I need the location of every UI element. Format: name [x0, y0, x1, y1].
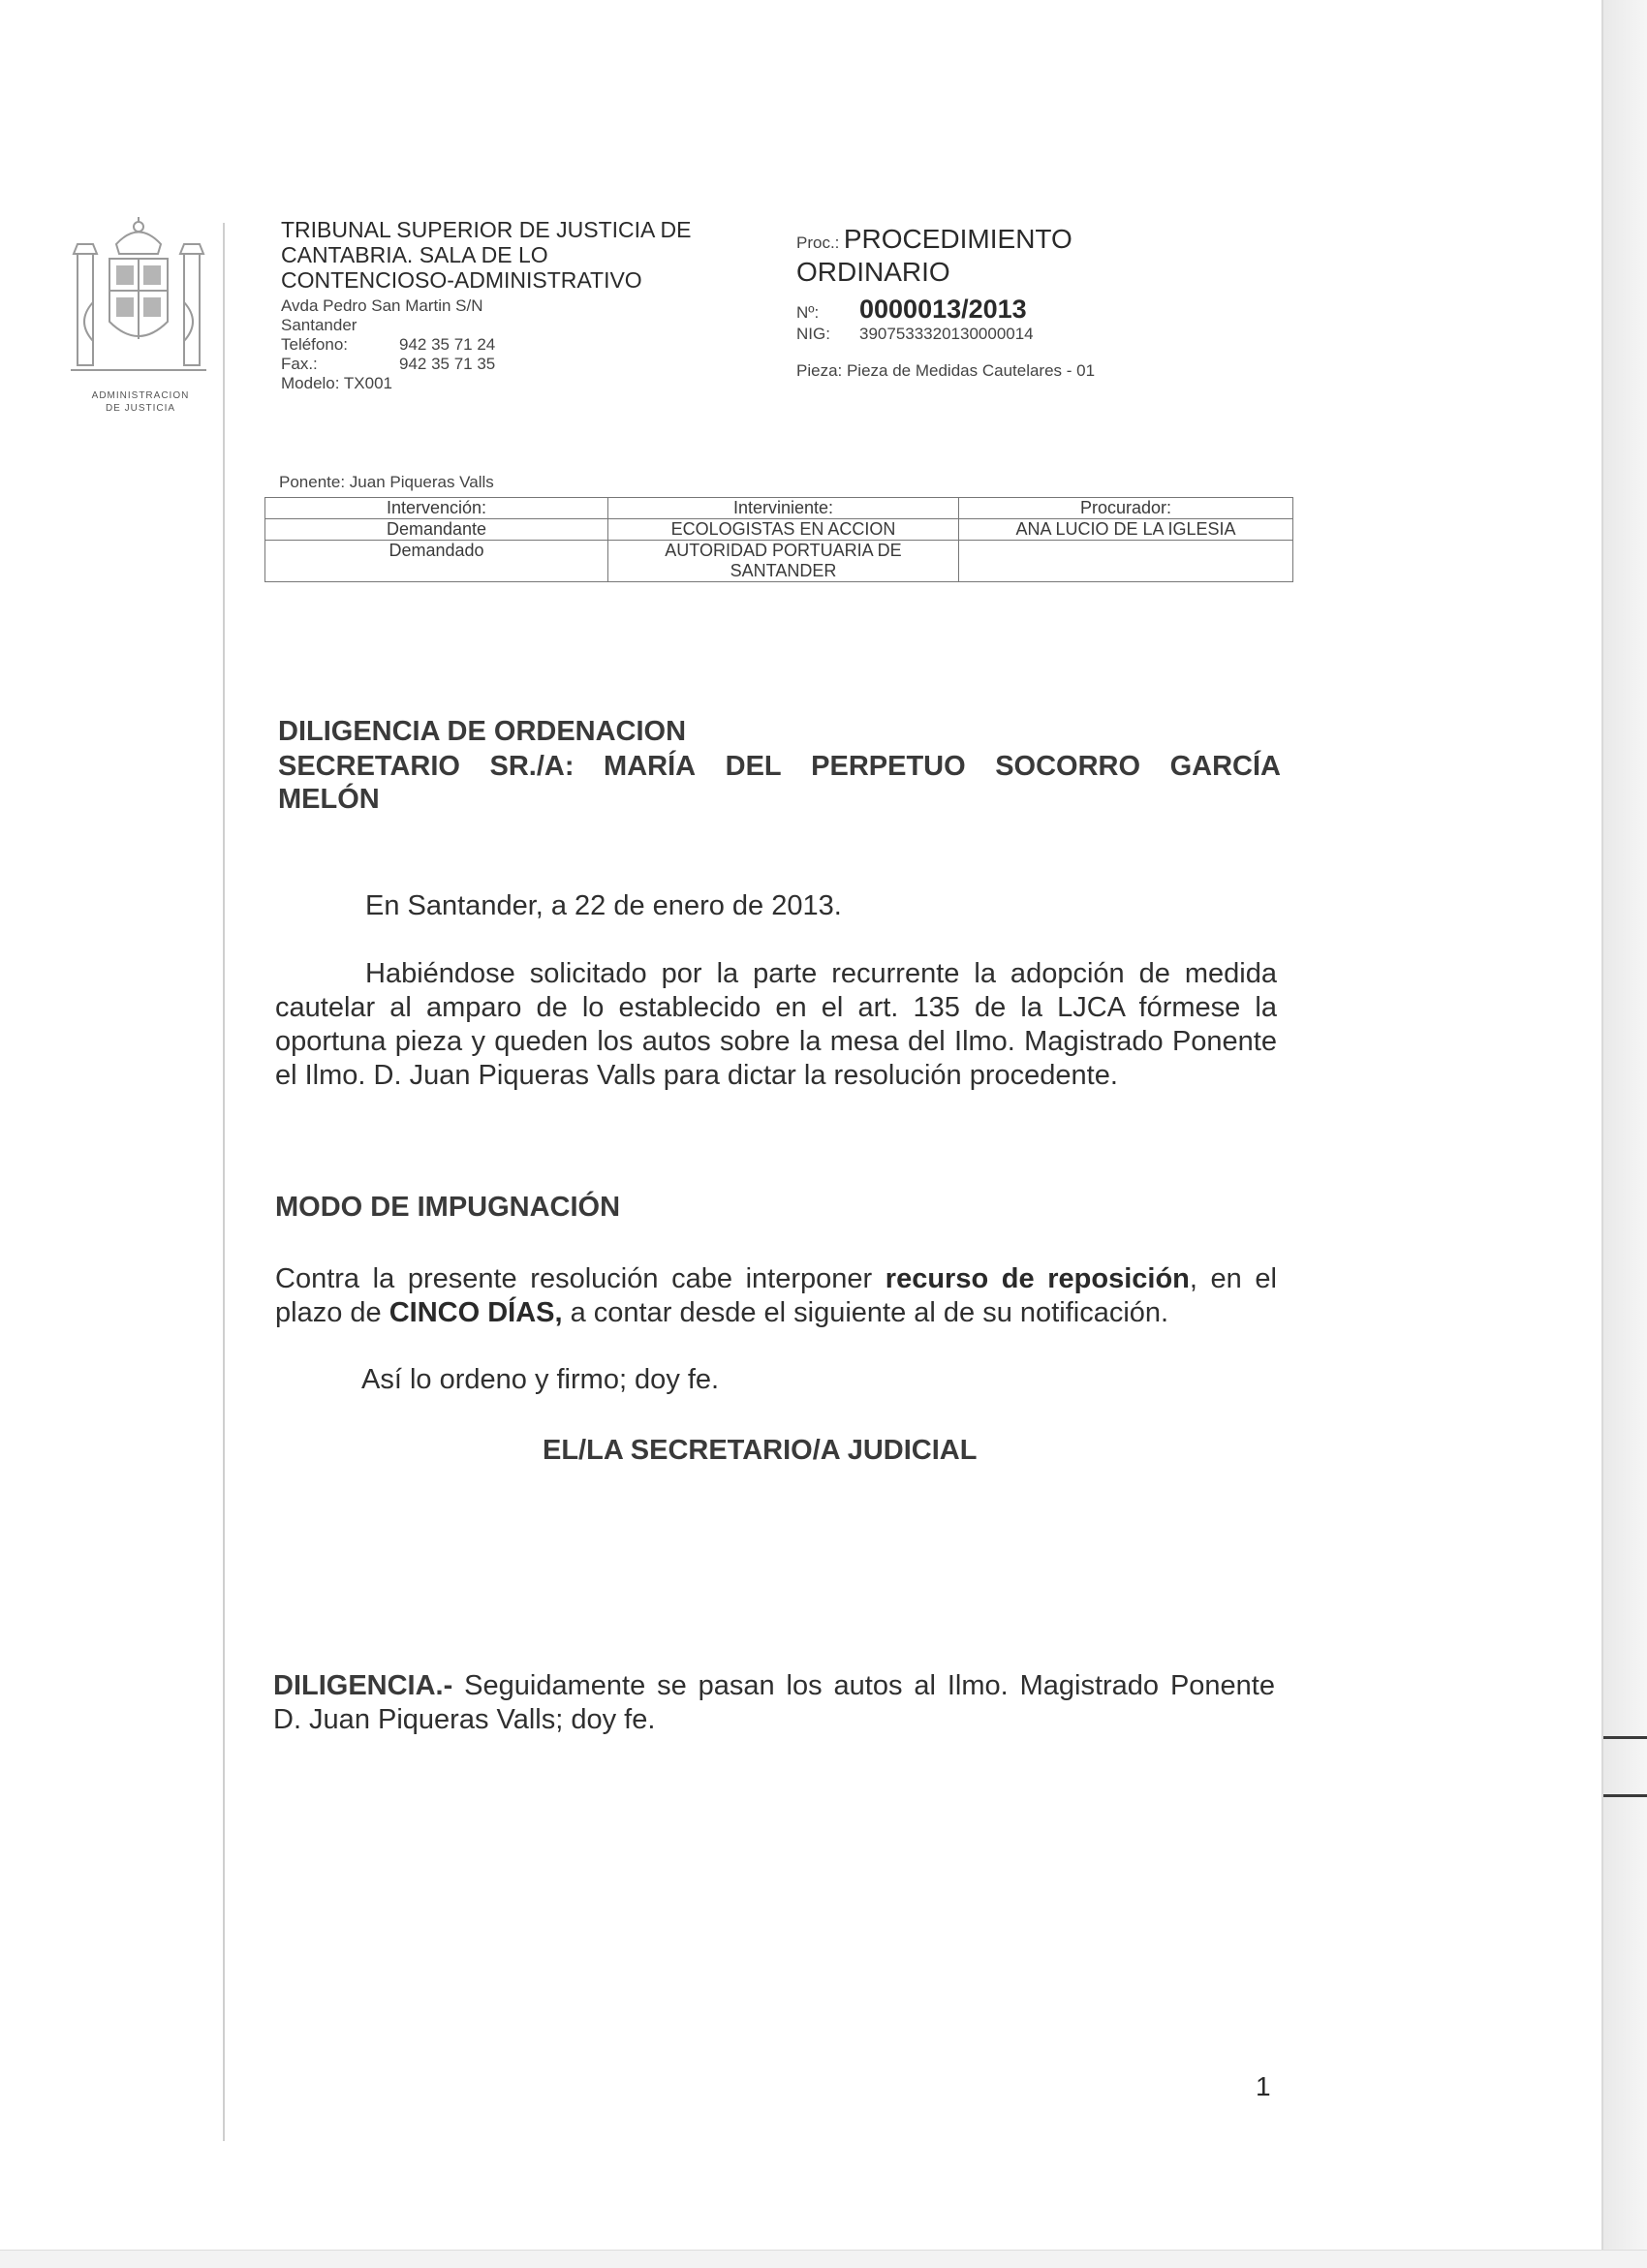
- parties-table: [264, 497, 1293, 582]
- secretary-word: MARÍA: [604, 751, 697, 782]
- procedure-block: [796, 223, 1095, 381]
- court-name-line: CANTABRIA. SALA DE LO: [281, 242, 548, 267]
- nig-value: 3907533320130000014: [859, 325, 1034, 343]
- procedure-number: 0000013/2013: [859, 295, 1027, 324]
- table-cell: [959, 541, 1293, 582]
- signature-title: EL/LA SECRETARIO/A JUDICIAL: [543, 1435, 978, 1466]
- pieza-label: Pieza: Pieza de Medidas Cautelares - 01: [796, 361, 1096, 380]
- phone-label: Teléfono:: [281, 335, 348, 354]
- court-name: [281, 217, 691, 293]
- diligencia-label: DILIGENCIA.-: [273, 1670, 453, 1701]
- secretary-surname: MELÓN: [278, 784, 380, 815]
- table-cell: AUTORIDAD PORTUARIA DE SANTANDER: [608, 541, 959, 582]
- court-address: Avda Pedro San Martin S/N: [281, 296, 483, 315]
- page-number: 1: [1256, 2071, 1271, 2101]
- impugnacion-paragraph: [275, 1262, 1277, 1330]
- crest-caption-line: ADMINISTRACION: [91, 390, 190, 401]
- date-line: En Santander, a 22 de enero de 2013.: [365, 890, 842, 921]
- court-address-block: [281, 296, 495, 393]
- secretary-line: [278, 750, 1281, 784]
- impugnacion-text: a contar desde el siguiente al de su notificación.: [562, 1297, 1169, 1328]
- phone-value: 942 35 71 24: [399, 335, 496, 354]
- secretary-word: SECRETARIO: [278, 751, 460, 782]
- secretary-word: DEL: [725, 751, 782, 782]
- recurso-bold: recurso de reposición: [885, 1263, 1190, 1294]
- scan-right-edge: [1601, 0, 1647, 2267]
- secretary-word: SR./A:: [489, 751, 575, 782]
- proc-type-line1: PROCEDIMIENTO: [843, 224, 1072, 254]
- court-city: Santander: [281, 316, 357, 334]
- secretary-word: SOCORRO: [995, 751, 1141, 782]
- fax-label: Fax.:: [281, 355, 318, 373]
- scan-edge-mark: [1603, 1736, 1647, 1739]
- crest-caption-line: DE JUSTICIA: [105, 403, 176, 414]
- table-cell: Demandante: [265, 519, 608, 541]
- margin-line: [223, 223, 225, 2141]
- nig-label: NIG:: [796, 325, 830, 343]
- table-cell: Demandado: [265, 541, 608, 582]
- proc-type-line2: ORDINARIO: [796, 257, 950, 287]
- table-cell: ECOLOGISTAS EN ACCION: [608, 519, 959, 541]
- scan-edge-mark: [1603, 1794, 1647, 1797]
- impugnacion-heading: MODO DE IMPUGNACIÓN: [275, 1192, 621, 1223]
- court-name-line: TRIBUNAL SUPERIOR DE JUSTICIA DE: [281, 217, 692, 242]
- table-cell: ANA LUCIO DE LA IGLESIA: [959, 519, 1293, 541]
- table-header-row: [265, 498, 1293, 519]
- secretary-word: GARCÍA: [1169, 751, 1281, 782]
- secretary-word: PERPETUO: [811, 751, 966, 782]
- closing-line: Así lo ordeno y firmo; doy fe.: [361, 1364, 720, 1395]
- court-fax: [281, 355, 495, 374]
- table-header-cell: Interviniente:: [608, 498, 959, 519]
- proc-label: Proc.:: [796, 233, 840, 252]
- diligencia-text: Seguidamente se pasan los autos al Ilmo. Magistrado Ponente D. Juan Piqueras Valls; doy fe.: [273, 1670, 1275, 1735]
- ponente-line: Ponente: Juan Piqueras Valls: [279, 473, 494, 491]
- court-modelo: Modelo: TX001: [281, 374, 392, 392]
- main-paragraph: Habiéndose solicitado por la parte recurrente la adopción de medida cautelar al amparo de lo establecido en el art. 135 de la LJCA fórmese la oportuna pieza y queden los autos sobre la mesa del Ilmo. Magistrado Ponente el Ilmo. D. Juan Piqueras Valls para dictar la resolución procedente.: [275, 958, 1277, 1091]
- crest-caption: [58, 389, 223, 415]
- table-row: [265, 519, 1293, 541]
- plazo-bold: CINCO DÍAS,: [388, 1297, 563, 1328]
- table-row: [265, 541, 1293, 582]
- court-name-line: CONTENCIOSO-ADMINISTRATIVO: [281, 267, 642, 293]
- document-title: DILIGENCIA DE ORDENACION: [278, 716, 687, 747]
- table-header-cell: Procurador:: [959, 498, 1293, 519]
- fax-value: 942 35 71 35: [399, 355, 496, 373]
- impugnacion-text: Contra la presente resolución cabe interponer: [275, 1263, 873, 1294]
- diligencia-paragraph: [273, 1669, 1275, 1737]
- court-phone: [281, 335, 495, 355]
- scan-bottom-edge: [0, 2250, 1647, 2268]
- table-header-cell: Intervención:: [265, 498, 608, 519]
- impugnacion-text: , en el plazo de: [275, 1263, 1277, 1328]
- coat-of-arms-logo: [66, 215, 211, 394]
- num-label: Nº:: [796, 303, 820, 322]
